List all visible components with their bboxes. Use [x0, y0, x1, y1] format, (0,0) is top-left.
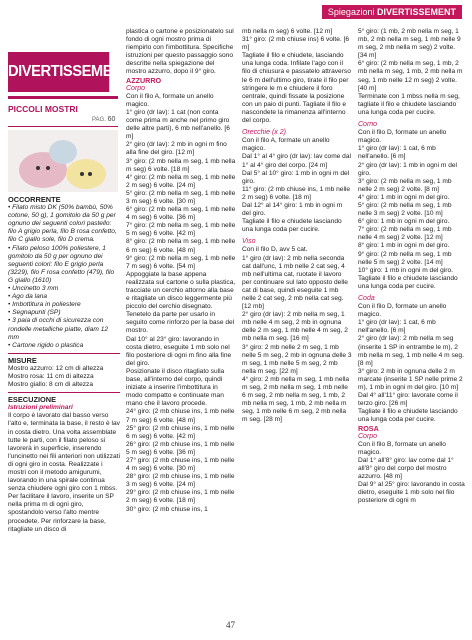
azzurro-heading: AZZURRO: [126, 75, 162, 85]
header-bar: [0, 0, 472, 22]
project-title: PICCOLI MOSTRI: [8, 104, 78, 114]
header-title: DIVERTISSEMENT: [376, 7, 456, 17]
page-reference: [92, 116, 115, 123]
azzurro-corpo-text: Con il filo A, formate un anello magico. 1° giro (dr lav): 1 cat (non conta come prima m anche nel primo giro delle altre parti), 6 mb nell'anello. [6 m] 2° giro (dr lav): 2 mb in ogni m fino alla fine del giro. [12 m] 3° giro: (2 mb nella m seg, 1 mb nella m seg) 6 volte. [18 m] 4° giro: (2 mb nella m seg, 1 mb nelle 2 m seg) 6 volte. [24 m] 5° giro: (2 mb nella m seg, 1 mb nelle 3 m seg) 6 volte. [30 m] 6° giro: (2 mb nella m seg, 1 mb nelle 4 m seg) 6 volte. [36 m] 7° giro: (2 mb nella m seg, 1 mb nelle 5 m seg) 6 volte. [42 m] 8° giro: (2 mb nella m seg, 1 mb nelle 6 m seg) 6 volte. [48 m] 9° giro: (2 mb nella m seg, 1 mb nelle 7 m seg) 6 volte. [54 m] Appoggiate la base appena realizzata sul cartone o sulla plastica, tracciate un cerchio attorno alla base e ritagliate un disco leggermente più piccolo del cerchio disegnato. Tenetelo da parte per usarlo in seguito come rinforzo per la base del mostro. Dal 10° al 23° giro: lavorando in costa dietro, eseguite 1 mb solo nel filo posteriore di ogni m fino alla fine del giro. Posizionate il disco ritagliato sulla base, all'interno del corpo, quindi iniziate a inserire l'imbottitura in modo compatto e continuate man mano che il lavoro procede. 24° giro: (2 mb chiuse ins, 1 mb nelle 7 m seg) 6 volte. [48 m] 25° giro: (2 mb chiuse ins, 1 mb nelle 6 m seg) 6 volte. [42 m] 26° giro: (2 mb chiuse ins, 1 mb nelle 5 m seg) 6 volte. [36 m] 27° giro: (2 mb chiuse ins, 1 mb nelle 4 m seg) 6 volte. [30 m] 28° giro: (2 mb chiuse ins, 1 mb nelle 3 m seg) 6 volte. [24 m] 29° giro: (2 mb chiuse ins, 1 mb nelle 2 m seg) 6 volte. [18 m] 30° giro: (2 mb chiuse ins, 1: [126, 92, 236, 513]
corno-text: Con il filo D, formate un anello magico. 1° giro (dr lav): 1 cat, 6 mb nell'anello. [6 m] 2° giro (dr lav): 1 mb in ogni m del giro. 3° giro: (2 mb nella m seg, 1 mb nelle 2 m seg) 2 volte. [8 m] 4° giro: 1 mb in ogni m del giro. 5° giro: (2 mb nella m seg, 1 mb nelle 3 m seg) 2 volte. [10 m] 6° giro: 1 mb in ogni m del giro. 7° giro: (2 mb nella m seg, 1 mb nelle 4 m seg) 2 volte. [12 m] 8° giro: 1 mb in ogni m del giro. 9° giro: (2 mb nella m seg, 1 mb nelle 5 m seg) 2 volte. [14 m] 10° giro: 1 mb in ogni m del giro. Tagliate il filo e chiudete lasciando una lunga coda per cucire.: [358, 129, 458, 290]
monsters-photo: [8, 130, 118, 192]
column-4: [358, 28, 466, 505]
corno-heading: Corno: [358, 121, 378, 129]
azzurro-intro-text: plastica o cartone e posizionatelo sul fondo di ogni mostro prima di riempirlo con l'imbottitura. Specifiche istruzioni per questo passaggio sono descritte nella spiegazione del mostro azzurro, dopo il 9° giro.: [126, 28, 234, 76]
coda-heading: Coda: [358, 295, 375, 302]
page-number: 47: [226, 620, 235, 630]
monsters-illustration: [8, 130, 118, 192]
istruzioni-text: Il corpo è lavorato dal basso verso l'alto e, terminata la base, il resto è lav in costa dietro. Una volta assemblate tutte le parti, con il filato peloso si lavorerà in superficie, inserendo l'uncinetto nei fili anteriori non utilizzati di ogni giro in costa. Realizzate i mostri con il metodo amigurumi, lavorando in una spirale continua senza chiudere ogni giro con 1 mbss. Per facilitare il lavoro, inserite un SP nella prima m di ogni giro, spostandolo verso l'alto mentre procedete. Per rinforzare la base, ritagliate un disco di: [8, 412, 120, 533]
rosa-corpo-heading: Corpo: [358, 432, 378, 440]
section-header: [322, 5, 462, 19]
brand-underline: [8, 96, 118, 99]
esecuzione-heading: ESECUZIONE: [8, 395, 57, 405]
brand-wordmark: DIVERTISSEMENT: [8, 52, 109, 92]
istruzioni-heading: Istruzioni preliminari: [8, 404, 73, 412]
page-ref-prefix: PAG.: [92, 117, 106, 123]
rosa-heading: ROSA: [358, 423, 379, 433]
header-category: Spiegazioni: [327, 7, 375, 17]
occorrente-text: • Filato misto DK (50% bambù, 50% cotone, 50 g), 1 gomitolo da 50 g per ognuno dei seguenti colori pastello: filo A grigio perla, filo B rosa confetto, filo C giallo sole, filo D crema. • Filato peloso 100% poliestere, 1 gomitolo da 50 g per ognuno dei seguenti colori: filo E grigio perla (3229), filo F rosa confetto (479), filo G giallo (1610) • Uncinetto 3 mm • Ago da lana • Imbottitura in poliestere • Segnapunti (SP) • 3 paia di occhi di sicurezza con rondelle metalliche piatte, diam 12 mm • Cartone rigido o plastica: [8, 204, 117, 349]
column-3: [242, 28, 352, 425]
orecchie-heading: Orecchie (x 2): [242, 129, 286, 137]
viso-heading: Viso: [242, 238, 256, 246]
misure-heading: MISURE: [8, 355, 37, 365]
azzurro-corpo-continued-text: mb nella m seg) 6 volte. [12 m] 31° giro: (2 mb chiuse ins) 6 volte. [6 m] Tagliate il filo e chiudete, lasciando una lunga coda. Infilate l'ago con il filo di chiusura e passatelo attraverso le 6 m dell'ultimo giro, tirate il filo per stringere le m e chiudere il foro centrale, quindi fissate la posizione con un paio di punti. Tagliate il filo e nascondete la rimanenza all'interno del corpo.: [242, 28, 351, 125]
orecchie-text: Con il filo A, formate un anello magico. Dal 1° al 4° giro (dr lav): lav come dal 1° al 4° giro del corpo. [24 m] Dal 5° al 10° giro: 1 mb in ogni m del giro. 11° giro: (2 mb chiuse ins, 1 mb nelle 2 m seg) 6 volte. [18 m] Dal 12° al 14° giro: 1 mb in ogni m del giro. Tagliate il filo e chiudete lasciando una lunga coda per cucire.: [242, 137, 351, 234]
column-2: [126, 28, 236, 514]
coda-text: Con il filo D, formate un anello magico. 1° giro (dr lav): 1 cat, 6 mb nell'anello. [6 m] 2° giro (dr lav): 2 mb nella m seg (inserite 1 SP in entrambe le m), 2 mb nella m seg, 1 mb nelle 4 m seg. [8 m] 3° giro: 2 mb in ognuna delle 2 m marcate (inserite 1 SP nelle prime 2 m), 1 mb in ogni m del giro. [10 m] Dal 4° all'11° giro: lavorate come il terzo giro. [26 m] Tagliate il filo e chiudete lasciando una lunga coda per cucire.: [358, 303, 464, 424]
misure-divider: [8, 353, 120, 354]
azzurro-corpo-heading: Corpo: [126, 84, 146, 92]
viso-continued-text: 5° giro: (1 mb, 2 mb nella m seg, 1 mb, 2 mb nella m seg, 1 mb nelle 9 m seg, 2 mb nella m seg) 2 volte. [34 m] 6° giro: (2 mb nella m seg, 1 mb, 2 mb nella m seg, 1 mb, 2 mb nella m seg, 1 mb nelle 12 m seg) 2 volte. [40 m] Terminate con 1 mbss nella m seg, tagliate il filo e chiudete lasciando una lunga coda per cucire.: [358, 28, 463, 116]
viso-text: Con il filo D, avv 5 cat. 1° giro (dr lav): 2 mb nella seconda cat dall'unc, 1 mb nelle 2 cat seg, 4 mb nell'ultima cat, ruotate il lavoro per continuare sul lato opposto delle cat di base, quindi eseguite 1 mb nelle 2 cat seg, 2 mb nella cat seg. [12 mb] 2° giro (dr lav): 2 mb nella m seg, 1 mb nelle 4 m seg, 2 mb in ognuna delle 2 m seg, 1 mb nelle 4 m seg, 2 mb nella m seg. [16 m] 3° giro: 2 mb nelle 2 m seg, 1 mb nelle 5 m seg, 2 mb in ognuna delle 3 m seg, 1 mb nelle 5 m seg, 2 mb nella m seg. [22 m] 4° giro: 2 mb nella m seg, 1 mb nella m seg, 2 mb nella m seg, 1 mb nelle 6 m seg, 2 mb nella m seg, 1 mb, 2 mb nella m seg, 1 mb, 2 mb nella m seg, 1 mb nelle 6 m seg, 2 mb nella m seg. [28 m]: [242, 246, 352, 424]
misure-text: Mostro azzurro: 12 cm di altezza Mostro rosa: 11 cm di altezza Mostro giallo: 8 cm di altezza: [8, 364, 104, 389]
title-divider: [8, 126, 118, 127]
column-1: [8, 196, 120, 534]
esecuzione-divider: [8, 392, 120, 393]
occorrente-heading: OCCORRENTE: [8, 195, 61, 204]
page-ref-number: 60: [107, 116, 116, 123]
rosa-corpo-text: Con il filo B, formate un anello magico. Dal 1° all'8° giro: lav come dal 1° all'8° giro del corpo del mostro azzurro. [48 m] Dal 9° al 25° giro: lavorando in costa dietro, eseguite 1 mb solo nel filo posteriore di ogni m: [358, 440, 465, 505]
